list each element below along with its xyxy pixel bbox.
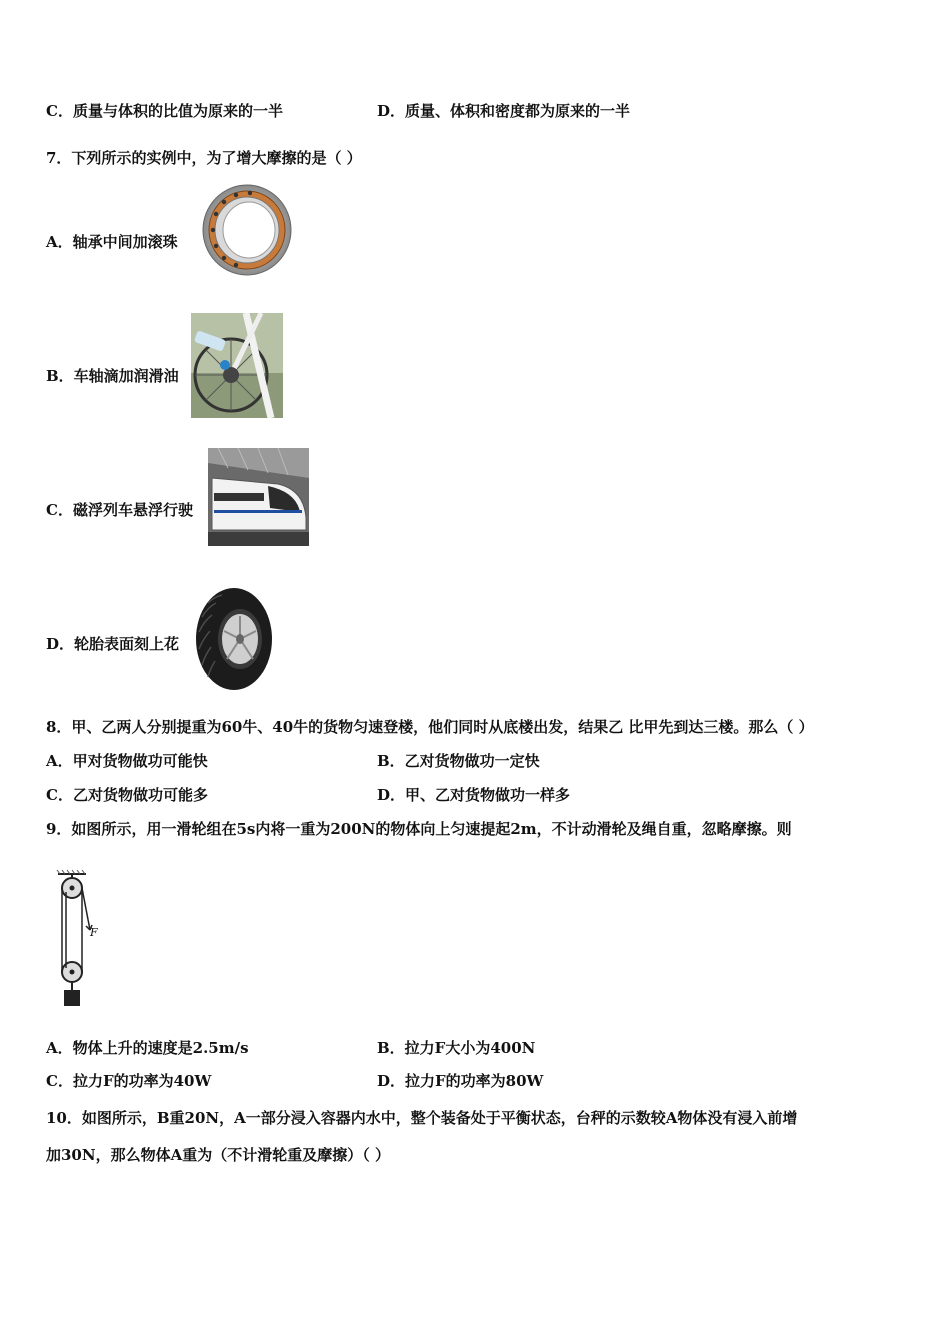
q7-stem: 7．下列所示的实例中，为了增大摩擦的是（ ） xyxy=(46,149,362,167)
q6-option-d: D．质量、体积和密度都为原来的一半 xyxy=(377,102,631,120)
q8-option-a: A．甲对货物做功可能快 xyxy=(46,752,208,770)
maglev-train-image xyxy=(208,448,309,546)
q8-option-b: B．乙对货物做功一定快 xyxy=(377,752,540,770)
q8-option-d: D．甲、乙对货物做功一样多 xyxy=(377,786,571,804)
q7-option-c: C．磁浮列车悬浮行驶 xyxy=(46,501,193,519)
q9-option-c: C．拉力F的功率为40W xyxy=(46,1072,212,1090)
pulley-system-diagram xyxy=(52,868,104,1014)
q9-option-a: A．物体上升的速度是2.5m/s xyxy=(46,1039,249,1057)
q7-option-b: B．车轴滴加润滑油 xyxy=(46,367,179,385)
q9-stem: 9．如图所示，用一滑轮组在5s内将一重为200N的物体向上匀速提起2m，不计动滑轮及绳自重，忽略摩擦。则 xyxy=(46,820,792,838)
bearing-image xyxy=(193,180,293,278)
q9-option-d: D．拉力F的功率为80W xyxy=(377,1072,544,1090)
force-label: F xyxy=(90,926,98,939)
bicycle-oil-image xyxy=(191,313,283,418)
q8-stem: 8．甲、乙两人分别提重为60牛、40牛的货物匀速登楼，他们同时从底楼出发，结果乙 比甲先到达三楼。那么（ ） xyxy=(46,718,814,736)
q10-stem-line2: 加30N，那么物体A重为（不计滑轮重及摩擦）（ ） xyxy=(46,1146,390,1164)
q7-option-d: D．轮胎表面刻上花 xyxy=(46,635,180,653)
q6-option-c: C．质量与体积的比值为原来的一半 xyxy=(46,102,283,120)
q9-option-b: B．拉力F大小为400N xyxy=(377,1039,536,1057)
q7-option-a: A．轴承中间加滚珠 xyxy=(46,233,178,251)
tire-image xyxy=(194,587,274,692)
q8-option-c: C．乙对货物做功可能多 xyxy=(46,786,208,804)
q10-stem-line1: 10．如图所示，B重20N，A一部分浸入容器内水中，整个装备处于平衡状态，台秤的示数较A物体没有浸入前增 xyxy=(46,1109,798,1127)
